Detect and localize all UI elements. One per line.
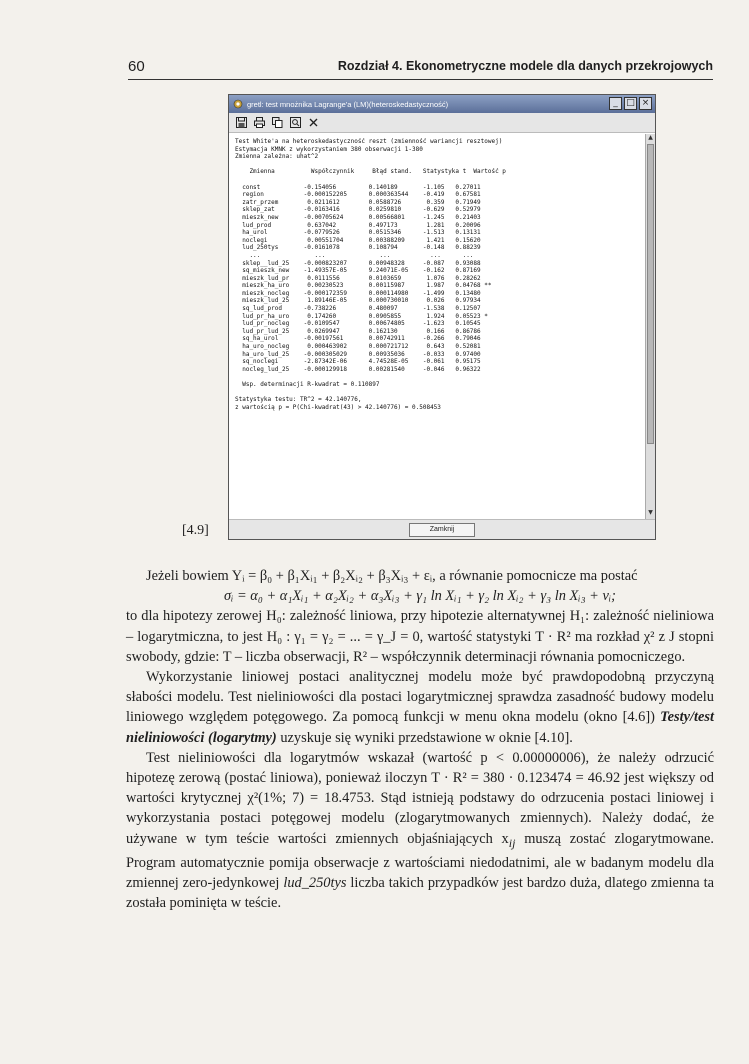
menu-path-text: Testy/test nieliniowości (logarytmy) <box>126 709 714 746</box>
print-icon[interactable] <box>253 116 266 129</box>
maximize-button[interactable]: □ <box>624 97 637 110</box>
body-text <box>126 566 714 913</box>
auxiliary-equation: σᵢ = α₀ + α₁Xᵢ₁ + α₂Xᵢ₂ + α₃Xᵢ₃ + γ₁ ln Xᵢ₁ + γ₂ ln Xᵢ₂ + γ₃ ln Xᵢ₃ + vᵢ; <box>224 588 616 605</box>
paragraph-test-result-c: liczba takich przypadków jest bardzo duża, dlatego zmienna ta została pominięta w teście. <box>126 874 714 912</box>
window-button-bar <box>229 519 655 539</box>
gretl-test-window <box>228 94 656 540</box>
search-icon[interactable] <box>289 116 302 129</box>
gretl-app-icon <box>233 99 243 109</box>
page-header <box>128 58 713 80</box>
save-icon[interactable] <box>235 116 248 129</box>
paragraph-linear-form-a: Wykorzystanie liniowej postaci analitycznej modelu może być prawdopodobną przyczyną słabości modelu. Test nieliniowości dla postaci logarytmicznej sprawdza zasadność budowy modelu liniowego względem potęgowego. Za pomocą funkcji w menu okna modelu (okno [4.6]) <box>126 669 714 726</box>
paragraph-intro: Jeżeli bowiem Yᵢ = β₀ + β₁Xᵢ₁ + β₂Xᵢ₂ + β₃Xᵢ₃ + εᵢ, a równanie pomocnicze ma postać <box>146 568 638 584</box>
scroll-up-icon[interactable]: ▲ <box>648 134 653 141</box>
copy-icon[interactable] <box>271 116 284 129</box>
variable-name: lud_250tys <box>283 874 347 891</box>
window-controls <box>609 97 652 110</box>
paragraph-linear-form-b: uzyskuje się wyniki przedstawione w oknie [4.10]. <box>280 729 573 746</box>
window-toolbar <box>229 113 655 133</box>
paragraph-test-result-a: Test nieliniowości dla logarytmów wskazał (wartość p < 0.00000006), że należy odrzucić hipotezę zerową (postać liniowa), ponieważ iloczyn T · R² = 380 · 0.123474 = 46.92 jest większy od wartości krytycznej χ²(1%; 7) = 18.4753. Stąd istnieją podstawy do odrzucenia postaci liniowej i wykorzystania postaci potęgowej modelu (zlogarytmowanych zmiennych). Należy dodać, że używane w tym teście wartości zmiennych objaśniających x <box>126 749 714 847</box>
subscript-ij: ij <box>508 835 516 850</box>
window-title: gretl: test mnożnika Lagrange'a (LM)(heteroskedastyczność) <box>247 99 449 109</box>
zamknij-button[interactable]: Zamknij <box>409 523 475 537</box>
minimize-button[interactable]: _ <box>609 97 622 110</box>
window-label: [4.9] <box>182 523 209 538</box>
paragraph-linear-form <box>126 667 714 748</box>
running-head: Rozdział 4. Ekonometryczne modele dla danych przekrojowych <box>337 59 713 73</box>
scroll-down-icon[interactable]: ▼ <box>648 509 653 516</box>
test-output-text[interactable]: Test White'a na heteroskedastyczność reszt (zmienność wariancji resztowej) Estymacja KMNK z wykorzystaniem 380 obserwacji 1-380 Zmienna zależna: uhat^2 Zmienna Współczynnik Błąd stand. Statystyka t Wartość p const -0.154056 0.140189 -1.105 0.27011 region -0.000152205 0.000363544 -0.419 0.67581 zatr_przem 0.0211612 0.0588726 0.359 0.71949 sklep_zat -0.0163416 0.0259810 -0.629 0.52979 mieszk_new -0.00705624 0.00566801 -1.245 0.21403 lud_prod 0.637042 0.497173 1.281 0.20096 ha_urol -0.0779526 0.0515346 -1.513 0.13131 noclegi 0.00551704 0.00388209 1.421 0.15620 lud_250tys -0.0161078 0.108794 -0.148 0.88239 ... ... ... ... ... sklep__lud_25 -0.000823207 0.00948328 -0.087 0.93088 sq_mieszk_new -1.49357E-05 9.24071E-05 -0.162 0.87169 mieszk_lud_pr 0.0111556 0.0103659 1.076 0.28262 mieszk_ha_uro 0.00230523 0.00115987 1.987 0.04768 ** mieszk_nocleg -0.000172359 0.000114980 -1.499 0.13480 mieszk_lud_25 1.89146E-05 0.000730010 0.026 0.97934 sq_lud_prod -0.738226 0.480097 -1.538 0.12507 lud_pr_ha_uro 0.174260 0.0905855 1.924 0.05523 * lud_pr_nocleg -0.0109547 0.00674805 -1.623 0.10545 lud_pr_lud_25 0.0269947 0.162130 0.166 0.86786 sq_ha_urol -0.00197561 0.00742911 -0.266 0.79046 ha_uro_nocleg 0.000463902 0.000721712 0.643 0.52081 ha_uro_lud_25 -0.000305029 0.00935036 -0.033 0.97400 sq_noclegi -2.87342E-06 4.74528E-05 -0.061 0.95175 nocleg_lud_25 -0.000129918 0.00281540 -0.046 0.96322 Wsp. determinacji R-kwadrat = 0.110897 Statystyka testu: TR^2 = 42.140776, z wartością p = P(Chi-kwadrat(43) > 42.140776) = 0.508453 <box>229 134 645 519</box>
paragraph-test-result-b: muszą zostać zlogarytmowane. Program automatycznie pomija obserwacje z wartościami niedodatnimi, ale w badanym modelu dla zmiennej zero-jedynkowej <box>126 830 715 891</box>
paragraph-test-result <box>126 748 714 914</box>
vertical-scrollbar[interactable] <box>645 134 655 519</box>
window-titlebar[interactable] <box>229 95 655 113</box>
paragraph-hypothesis: to dla hipotezy zerowej H₀: zależność liniowa, przy hipotezie alternatywnej H₁: zależność nieliniowa – logarytmiczna, to jest H₀ : γ₁ = γ₂ = ... = γ_J = 0, wartość statystyki T · R² ma rozkład χ² z J stopni swobody, gdzie: T – liczba obserwacji, R² – współczynnik determinacji równania pomocniczego. <box>126 608 714 665</box>
close-icon[interactable] <box>307 116 320 129</box>
page-number: 60 <box>128 58 145 75</box>
scroll-thumb[interactable] <box>647 144 654 444</box>
close-window-button[interactable]: × <box>639 97 652 110</box>
